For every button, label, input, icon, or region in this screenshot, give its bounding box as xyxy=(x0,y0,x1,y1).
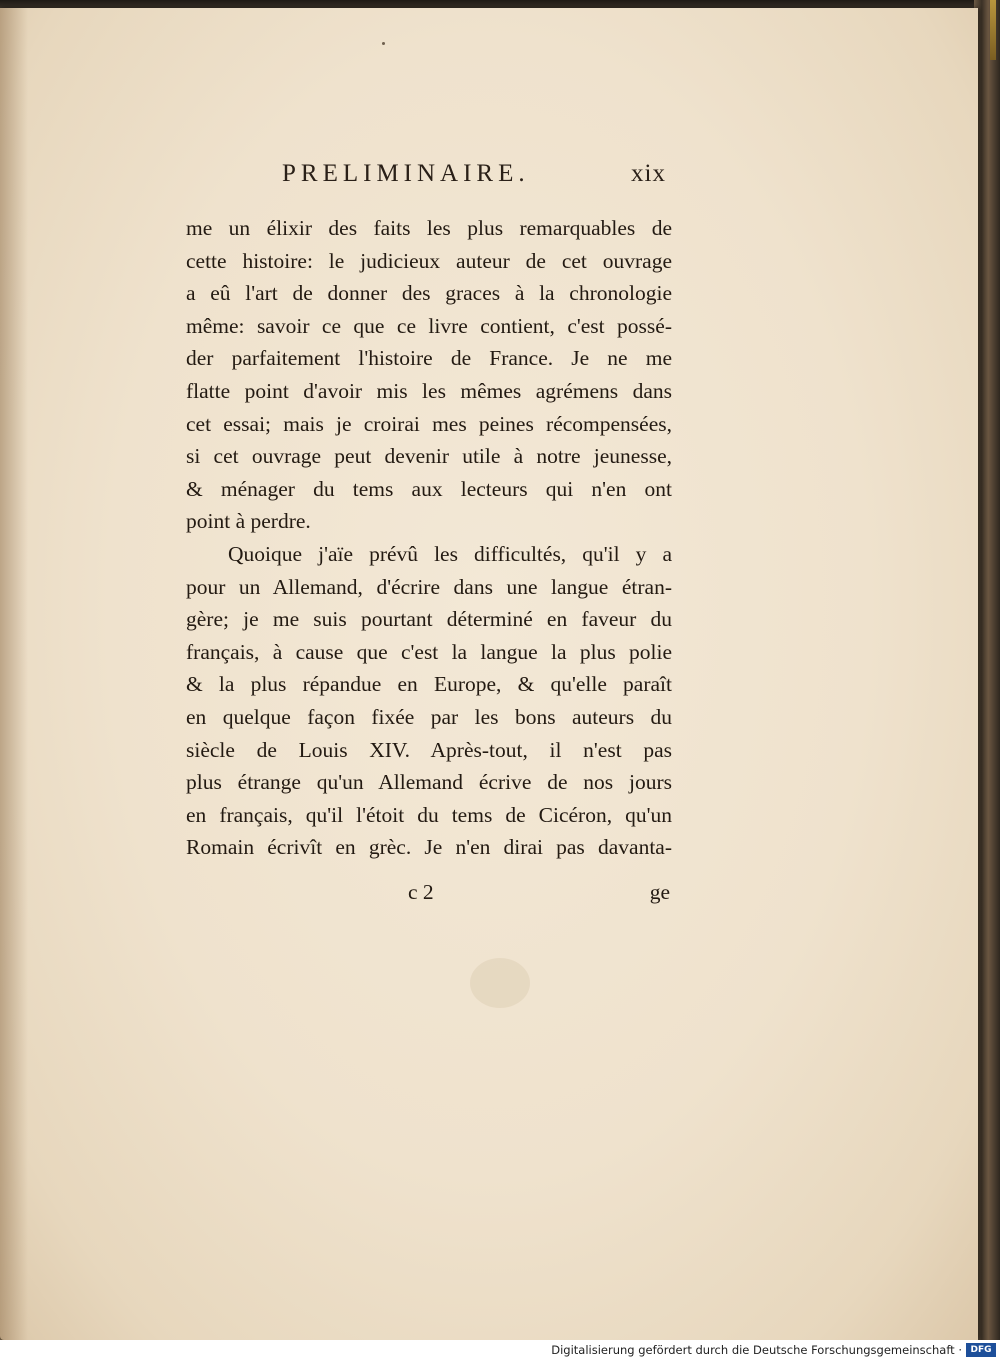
text-line: a eû l'art de donner des graces à la chronologie xyxy=(186,281,672,306)
text-line: si cet ouvrage peut devenir utile à notre jeunesse, xyxy=(186,444,672,469)
text-line: gère; je me suis pourtant déterminé en faveur du xyxy=(186,607,672,632)
text-line: cet essai; mais je croirai mes peines récompensées, xyxy=(186,411,672,436)
body-text xyxy=(186,212,672,864)
running-head xyxy=(186,160,670,200)
signature-mark: c 2 xyxy=(408,880,434,904)
text-line: Romain écrivît en grèc. Je n'en dirai pas davanta- xyxy=(186,835,672,860)
text-line: en français, qu'il l'étoit du tems de Cicéron, qu'un xyxy=(186,802,672,827)
text-line: français, à cause que c'est la langue la plus polie xyxy=(186,639,672,664)
text-line: cette histoire: le judicieux auteur de cet ouvrage xyxy=(186,248,672,273)
text-line: plus étrange qu'un Allemand écrive de nos jours xyxy=(186,770,672,795)
text-line: me un élixir des faits les plus remarquables de xyxy=(186,216,672,240)
dfg-logo-icon: DFG xyxy=(966,1343,996,1357)
paper-speck xyxy=(382,42,385,45)
text-line: siècle de Louis XIV. Après-tout, il n'est pas xyxy=(186,737,672,762)
text-line: même: savoir ce que ce livre contient, c'est possé- xyxy=(186,313,672,338)
text-line: en quelque façon fixée par les bons auteurs du xyxy=(186,704,672,729)
text-line: pour un Allemand, d'écrire dans une langue étran- xyxy=(186,574,672,599)
paper-stain xyxy=(470,958,530,1008)
catchword: ge xyxy=(649,880,670,904)
digitization-credit-bar xyxy=(0,1340,1000,1360)
running-title: PRELIMINAIRE. xyxy=(282,160,530,187)
text-line: flatte point d'avoir mis les mêmes agrémens dans xyxy=(186,378,672,403)
paragraph-first-line: Quoique j'aïe prévû les difficultés, qu'il y a xyxy=(228,541,672,566)
text-line: & ménager du tems aux lecteurs qui n'en ont xyxy=(186,476,672,501)
text-line: der parfaitement l'histoire de France. Je ne me xyxy=(186,346,672,371)
page-footer xyxy=(186,880,672,912)
credit-text: Digitalisierung gefördert durch die Deutsche Forschungsgemeinschaft · xyxy=(551,1343,962,1357)
text-line: & la plus répandue en Europe, & qu'elle paraît xyxy=(186,672,672,697)
book-binding-gold xyxy=(990,0,996,60)
page-number: xix xyxy=(631,160,666,187)
text-line: point à perdre. xyxy=(186,509,311,534)
